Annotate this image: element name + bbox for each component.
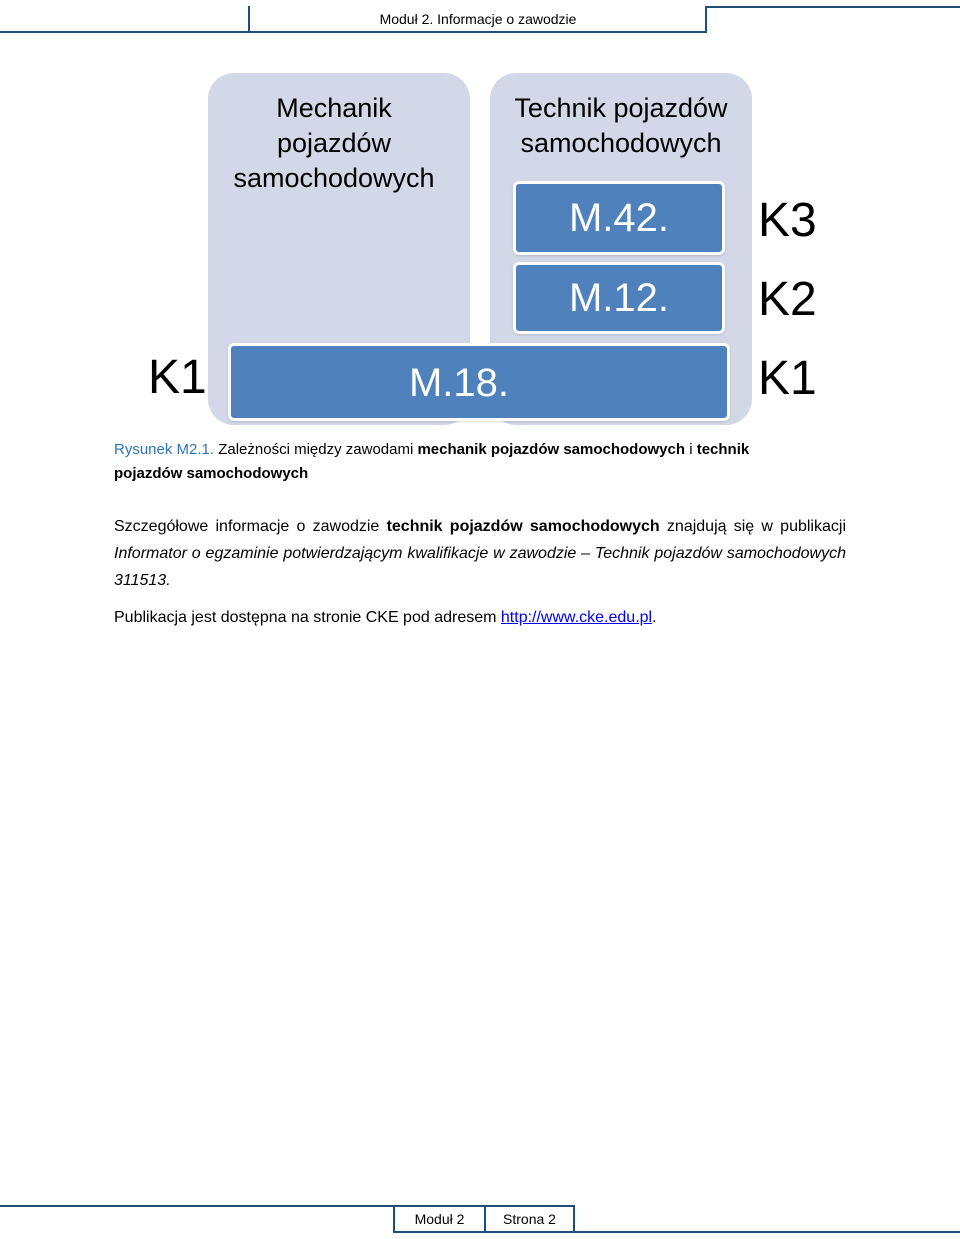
- footer-module: Moduł 2: [414, 1211, 465, 1227]
- paragraph-details-bold: technik pojazdów samochodowych: [386, 518, 660, 535]
- qualification-box-m42: M.42.: [513, 181, 725, 255]
- caption-bold-mechanik: mechanik pojazdów samochodowych: [417, 441, 686, 458]
- paragraph-link-text: Publikacja jest dostępna na stronie CKE pod adresem: [114, 609, 497, 626]
- qualification-box-m18: M.18.: [228, 343, 730, 421]
- caption-bold-technik: technik pojazdów samochodowych: [114, 441, 750, 482]
- qualification-box-m12: M.12.: [513, 262, 725, 334]
- panel-mechanik-title: Mechanik pojazdów samochodowych: [233, 93, 435, 193]
- cke-website-link[interactable]: http://www.cke.edu.pl: [500, 609, 653, 626]
- paragraph-link: [114, 604, 846, 631]
- header-title: Moduł 2. Informacje o zawodzie: [379, 11, 577, 27]
- caption-label: Rysunek M2.1.: [114, 441, 215, 458]
- header-rule-left: [0, 31, 250, 33]
- panel-technik-title: Technik pojazdów samochodowych: [514, 93, 728, 158]
- footer-rule-right: [575, 1231, 960, 1233]
- paragraph-link-period: .: [652, 609, 657, 626]
- paragraph-details-publication: Informator o egzaminie potwierdzającym kwalifikacje w zawodzie – Technik pojazdów samochodowych 311513.: [114, 545, 846, 589]
- header-rule-right: [705, 6, 960, 8]
- paragraph-details-text: Szczegółowe informacje o zawodzie: [114, 518, 380, 535]
- footer-box-right-edge: [573, 1205, 575, 1233]
- caption-text: Zależności między zawodami: [218, 441, 414, 458]
- level-label-k1-right: K1: [758, 352, 817, 405]
- level-label-k1-left: K1: [148, 351, 207, 404]
- paragraph-details: [114, 513, 846, 594]
- level-label-k3: K3: [758, 194, 817, 247]
- footer-rule-left: [0, 1205, 393, 1207]
- paragraph-details-text-2: znajdują się w publikacji: [666, 518, 846, 535]
- footer-page-number: Strona 2: [503, 1211, 556, 1227]
- caption-conjunction: i: [689, 441, 693, 458]
- figure-caption: [114, 438, 814, 486]
- level-label-k2: K2: [758, 273, 817, 326]
